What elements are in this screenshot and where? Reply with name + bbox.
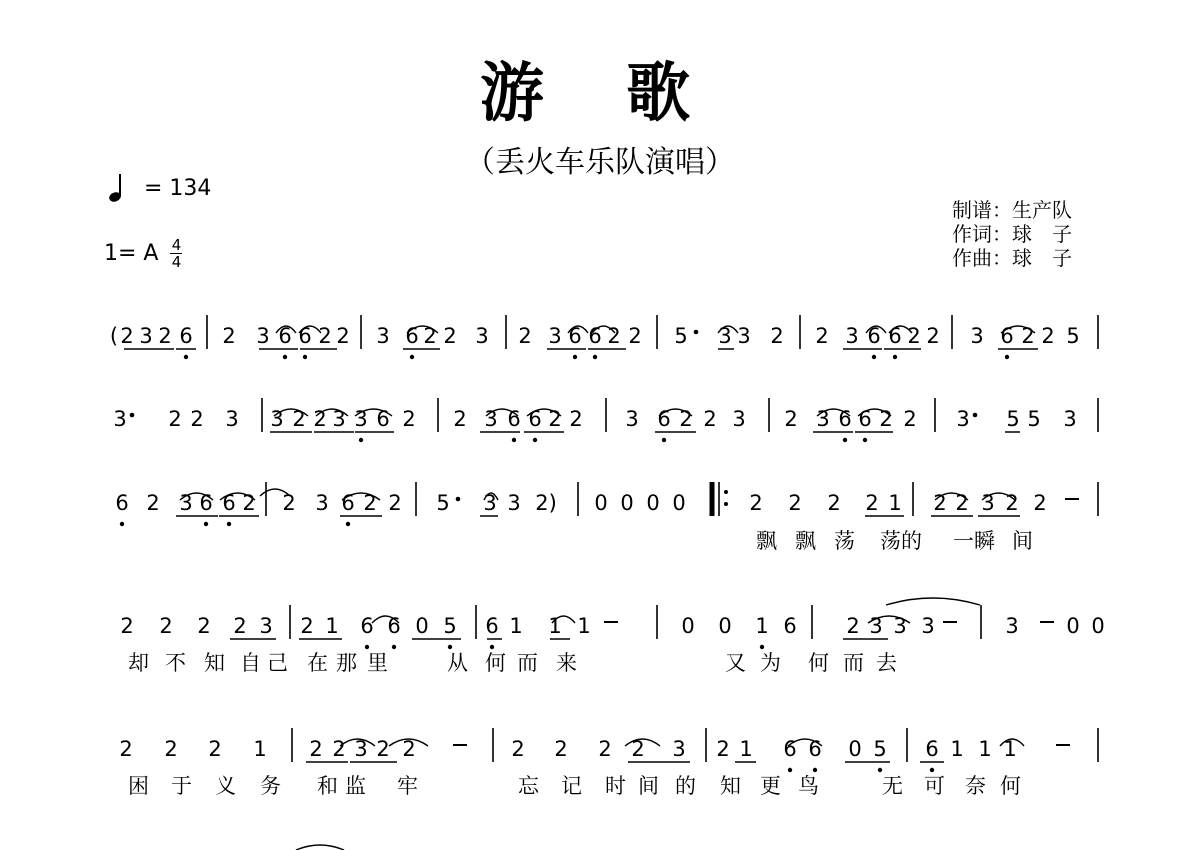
lyric-text: 而 <box>517 651 538 675</box>
lyric-text: 忘 <box>518 774 539 798</box>
octave-dot <box>490 645 494 649</box>
lyric-text: 那 <box>336 651 357 675</box>
octave-dot <box>813 768 817 772</box>
note-number: 2 <box>197 614 211 638</box>
note-number: 2 <box>292 407 306 431</box>
note-number: 2 <box>423 324 437 348</box>
note-number: 6 <box>528 407 542 431</box>
note-number: 2 <box>332 737 346 761</box>
note-number: 2 <box>788 491 802 515</box>
note-number: 3 <box>225 407 239 431</box>
octave-dot <box>512 438 516 442</box>
note-number: 2 <box>190 407 204 431</box>
note-number: 0 <box>415 614 429 638</box>
augmentation-dot <box>130 413 135 418</box>
note-number: 2 <box>679 407 693 431</box>
lyric-text: 何 <box>485 651 506 675</box>
octave-dot <box>573 355 577 359</box>
note-number: 2 <box>955 491 969 515</box>
note-number: 1 <box>325 614 339 638</box>
lyric-text: 义 <box>215 774 236 798</box>
octave-dot <box>760 645 764 649</box>
lyric-text: 的 <box>675 774 696 798</box>
note-number: 1 <box>509 614 523 638</box>
note-number: 1 <box>978 737 992 761</box>
note-number: 6 <box>405 324 419 348</box>
octave-dot <box>593 355 597 359</box>
lyric-text: 里 <box>367 651 388 675</box>
note-number: 2 <box>309 737 323 761</box>
lyric-text: 自 <box>240 651 261 675</box>
note-number: 3 <box>893 614 907 638</box>
note-number: 3 <box>672 737 686 761</box>
note-number: 6 <box>115 491 129 515</box>
octave-dot <box>872 355 876 359</box>
octave-dot <box>878 768 882 772</box>
note-number: 2 <box>159 614 173 638</box>
note-number: 3 <box>732 407 746 431</box>
note-number: 2 <box>363 491 377 515</box>
octave-dot <box>120 522 124 526</box>
octave-dot <box>843 438 847 442</box>
note-number: 6 <box>222 491 236 515</box>
lyric-text: 荡的 <box>880 529 922 553</box>
octave-dot <box>392 645 396 649</box>
lyric-text: 不 <box>165 651 186 675</box>
note-number: 3 <box>981 491 995 515</box>
note-number: 6 <box>360 614 374 638</box>
note-number: 2 <box>511 737 525 761</box>
note-number: 2 <box>1041 324 1055 348</box>
octave-dot <box>303 355 307 359</box>
octave-dot <box>788 768 792 772</box>
note-number: 3 <box>869 614 883 638</box>
lyric-text: 牢 <box>397 774 418 798</box>
note-number: 3 <box>1005 614 1019 638</box>
note-number: 2 <box>926 324 940 348</box>
note-number: 1 <box>950 737 964 761</box>
tempo-text: = 134 <box>144 175 212 201</box>
octave-dot <box>662 438 666 442</box>
note-number: 6 <box>588 324 602 348</box>
octave-dot <box>893 355 897 359</box>
note-number: 3 <box>625 407 639 431</box>
lyric-text: 荡 <box>834 529 855 553</box>
note-number: 3 <box>259 614 273 638</box>
note-number: 6 <box>568 324 582 348</box>
note-number: 3 <box>1063 407 1077 431</box>
note-number: 2 <box>233 614 247 638</box>
augmentation-dot <box>973 413 978 418</box>
octave-dot <box>359 438 363 442</box>
note-number: 0 <box>620 491 634 515</box>
lyric-text: 间 <box>1012 529 1033 553</box>
octave-dot <box>365 645 369 649</box>
lyric-text: 从 <box>447 651 468 675</box>
note-number: 5 <box>436 491 450 515</box>
note-number: 2 <box>907 324 921 348</box>
note-number: 0 <box>848 737 862 761</box>
song-title: 游 歌 <box>479 57 721 131</box>
note-number: 3 <box>354 737 368 761</box>
note-number: 6 <box>858 407 872 431</box>
octave-dot <box>448 645 452 649</box>
lyric-text: 更 <box>760 774 781 798</box>
repeat-dot <box>724 490 728 494</box>
slur-arc <box>296 845 344 850</box>
note-number: 5 <box>674 324 688 348</box>
note-number: 6 <box>838 407 852 431</box>
octave-dot <box>204 522 208 526</box>
lyric-text: 监 <box>345 774 366 798</box>
lyric-text: 飘 <box>756 529 777 553</box>
note-number: 0 <box>681 614 695 638</box>
octave-dot <box>1005 355 1009 359</box>
note-number: 2) <box>535 491 557 515</box>
note-number: 2 <box>903 407 917 431</box>
credit-lyricist: 作词：球 子 <box>952 222 1072 246</box>
note-number: 2 <box>933 491 947 515</box>
note-number: 5 <box>1006 407 1020 431</box>
note-number: 3 <box>475 324 489 348</box>
note-number: 6 <box>387 614 401 638</box>
note-number: 3 <box>354 407 368 431</box>
lyric-text: 何 <box>808 651 829 675</box>
note-number: 2 <box>569 407 583 431</box>
lyric-text: 和 <box>317 774 338 798</box>
note-number: 3 <box>179 491 193 515</box>
lyric-text: 又 <box>725 651 746 675</box>
note-number: 3 <box>816 407 830 431</box>
note-number: 2 <box>158 324 172 348</box>
note-number: 6 <box>199 491 213 515</box>
octave-dot <box>227 522 231 526</box>
credit-notation: 制谱：生产队 <box>952 198 1072 222</box>
note-number: 6 <box>783 614 797 638</box>
note-number: 2 <box>628 324 642 348</box>
time-sig-bottom: 4 <box>171 253 182 271</box>
note-number: 2 <box>846 614 860 638</box>
note-number: 3 <box>548 324 562 348</box>
lyric-text: 而 <box>843 651 864 675</box>
lyric-text: 鸟 <box>798 774 819 798</box>
note-number: 2 <box>631 737 645 761</box>
note-number: 3 <box>718 324 732 348</box>
note-number: 2 <box>336 324 350 348</box>
augmentation-dot <box>694 330 699 335</box>
note-number: 2 <box>402 737 416 761</box>
lyric-text: 一瞬 <box>953 529 995 553</box>
note-number: 0 <box>718 614 732 638</box>
song-subtitle: （丢火车乐队演唱） <box>465 145 735 180</box>
note-number: 2 <box>1021 324 1035 348</box>
note-number: 3 <box>376 324 390 348</box>
note-number: 3 <box>256 324 270 348</box>
note-number: 0 <box>646 491 660 515</box>
key-text: 1= A <box>104 241 159 266</box>
note-number: 3 <box>332 407 346 431</box>
note-number: 2 <box>402 407 416 431</box>
note-number: 2 <box>453 407 467 431</box>
note-number: 3 <box>483 491 497 515</box>
note-number: 3 <box>507 491 521 515</box>
lyric-text: 记 <box>561 774 582 798</box>
note-number: 6 <box>925 737 939 761</box>
note-number: 0 <box>1066 614 1080 638</box>
note-number: 2 <box>164 737 178 761</box>
note-number: 3 <box>921 614 935 638</box>
note-number: 1 <box>888 491 902 515</box>
note-number: 6 <box>808 737 822 761</box>
note-number: 2 <box>443 324 457 348</box>
note-number: 3 <box>956 407 970 431</box>
note-number: 5 <box>873 737 887 761</box>
octave-dot <box>410 355 414 359</box>
octave-dot <box>863 438 867 442</box>
lyric-text: 知 <box>720 774 741 798</box>
note-number: 6 <box>888 324 902 348</box>
note-number: 2 <box>827 491 841 515</box>
augmentation-dot <box>456 497 461 502</box>
note-number: 2 <box>388 491 402 515</box>
note-number: 6 <box>657 407 671 431</box>
note-number: 3 <box>270 407 284 431</box>
note-number: 1 <box>1003 737 1017 761</box>
note-number: 6 <box>278 324 292 348</box>
octave-dot <box>184 355 188 359</box>
note-number: 1 <box>739 737 753 761</box>
note-number: 2 <box>548 407 562 431</box>
lyric-text: 在 <box>307 651 328 675</box>
note-number: 0 <box>1091 614 1105 638</box>
lyric-text: 来 <box>556 651 577 675</box>
note-number: 2 <box>1005 491 1019 515</box>
lyric-text: 己 <box>267 651 288 675</box>
note-number: 2 <box>865 491 879 515</box>
lyric-text: 为 <box>760 651 781 675</box>
note-number: 2 <box>749 491 763 515</box>
lyric-text: 可 <box>924 774 945 798</box>
note-number: 2 <box>146 491 160 515</box>
note-number: 6 <box>783 737 797 761</box>
note-number: 2 <box>313 407 327 431</box>
octave-dot <box>930 768 934 772</box>
note-number: 2 <box>222 324 236 348</box>
note-number: 1 <box>253 737 267 761</box>
note-number: 1 <box>548 614 562 638</box>
note-number: 3 <box>737 324 751 348</box>
note-number: 3 <box>845 324 859 348</box>
note-number: 2 <box>208 737 222 761</box>
note-number: 2 <box>119 737 133 761</box>
lyric-text: 无 <box>882 774 903 798</box>
note-number: 2 <box>282 491 296 515</box>
lyric-text: 务 <box>260 774 281 798</box>
lyric-text: 知 <box>204 651 225 675</box>
note-number: 2 <box>1033 491 1047 515</box>
note-number: 2 <box>376 737 390 761</box>
note-number: 6 <box>341 491 355 515</box>
lyric-text: 去 <box>876 651 897 675</box>
note-number: 6 <box>1000 324 1014 348</box>
note-number: 6 <box>485 614 499 638</box>
note-number: 3 <box>113 407 127 431</box>
lyric-text: 奈 <box>965 774 986 798</box>
note-number: 5 <box>1066 324 1080 348</box>
note-number: 3 <box>139 324 153 348</box>
note-number: 2 <box>318 324 332 348</box>
note-number: 0 <box>594 491 608 515</box>
note-number: 2 <box>703 407 717 431</box>
repeat-dot <box>724 502 728 506</box>
note-number: 2 <box>242 491 256 515</box>
note-number: 6 <box>867 324 881 348</box>
credit-composer: 作曲：球 子 <box>952 246 1072 270</box>
note-number: 6 <box>376 407 390 431</box>
note-number: 2 <box>120 324 134 348</box>
note-number: 2 <box>770 324 784 348</box>
note-number: 2 <box>120 614 134 638</box>
octave-dot <box>283 355 287 359</box>
note-number: 6 <box>298 324 312 348</box>
time-sig-top: 4 <box>171 236 182 254</box>
lyric-text: 飘 <box>795 529 816 553</box>
lyric-text: 却 <box>128 651 149 675</box>
note-number: 6 <box>507 407 521 431</box>
lyric-text: 困 <box>128 774 149 798</box>
note-number: 2 <box>518 324 532 348</box>
note-number: 3 <box>970 324 984 348</box>
note-number: 3 <box>484 407 498 431</box>
note-number: 2 <box>607 324 621 348</box>
note-number: 2 <box>784 407 798 431</box>
note-number: 0 <box>672 491 686 515</box>
note-number: ( <box>109 324 119 348</box>
note-number: 2 <box>300 614 314 638</box>
octave-dot <box>346 522 350 526</box>
note-number: 1 <box>577 614 591 638</box>
note-number: 2 <box>815 324 829 348</box>
note-number: 5 <box>1027 407 1041 431</box>
octave-dot <box>533 438 537 442</box>
note-number: 2 <box>716 737 730 761</box>
lyric-text: 间 <box>638 774 659 798</box>
lyric-text: 于 <box>171 774 192 798</box>
note-number: 5 <box>443 614 457 638</box>
note-number: 2 <box>598 737 612 761</box>
note-number: 3 <box>315 491 329 515</box>
note-number: 2 <box>168 407 182 431</box>
note-number: 6 <box>179 324 193 348</box>
note-number: 2 <box>879 407 893 431</box>
slur-arc <box>886 598 980 605</box>
lyric-text: 时 <box>605 774 626 798</box>
note-number: 2 <box>554 737 568 761</box>
lyric-text: 何 <box>1000 774 1021 798</box>
note-number: 1 <box>755 614 769 638</box>
